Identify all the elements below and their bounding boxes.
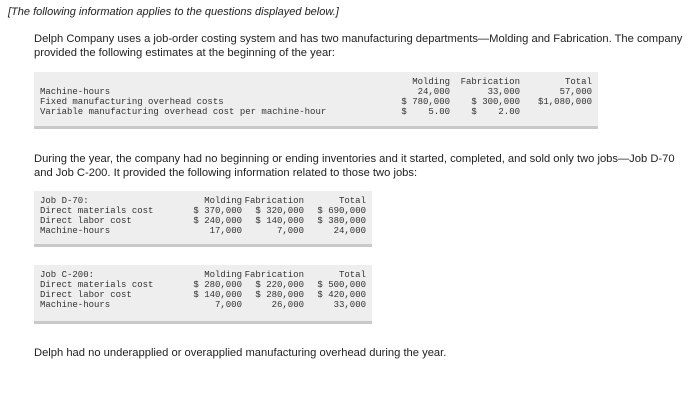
- cell-fabrication: $ 220,000: [255, 280, 304, 290]
- table-row: [40, 87, 592, 97]
- job-c200-header-molding: Molding: [204, 270, 242, 280]
- job-c200-header-total: Total: [338, 270, 366, 280]
- estimates-header-total: Total: [564, 77, 592, 87]
- cell-fabrication: 7,000: [276, 226, 304, 236]
- cell-total: $ 690,000: [317, 206, 366, 216]
- table-row: [40, 226, 366, 236]
- cell-fabrication: 33,000: [487, 87, 520, 97]
- table-row: [40, 97, 592, 107]
- cell-molding: $ 5.00: [401, 107, 450, 117]
- cell-fabrication: $ 320,000: [255, 206, 304, 216]
- cell-molding: 24,000: [417, 87, 450, 97]
- job-d70-table: [34, 191, 372, 247]
- row-label: Direct labor cost: [40, 216, 132, 226]
- cell-total: $ 500,000: [317, 280, 366, 290]
- table-row: [40, 206, 366, 216]
- row-label: Fixed manufacturing overhead costs: [40, 97, 224, 107]
- job-c200-label: Job C-200:: [40, 270, 95, 280]
- closing-paragraph: Delph had no underapplied or overapplied manufacturing overhead during the year.: [34, 347, 447, 359]
- row-label: Direct materials cost: [40, 280, 154, 290]
- table-row: [40, 107, 592, 117]
- estimates-header-fabrication: Fabrication: [460, 77, 520, 87]
- cell-total: $1,080,000: [537, 97, 592, 107]
- cell-fabrication: $ 280,000: [255, 290, 304, 300]
- job-d70-header-fabrication: Fabrication: [244, 196, 304, 206]
- cell-fabrication: $ 140,000: [255, 216, 304, 226]
- job-d70-header-total: Total: [338, 196, 366, 206]
- cell-fabrication: $ 2.00: [471, 107, 520, 117]
- cell-molding: $ 370,000: [193, 206, 242, 216]
- job-d70-label: Job D-70:: [40, 196, 89, 206]
- table-row: [40, 216, 366, 226]
- row-label: Direct labor cost: [40, 290, 132, 300]
- cell-total: $ 420,000: [317, 290, 366, 300]
- cell-total: 24,000: [333, 226, 366, 236]
- instruction-note: [The following information applies to the questions displayed below.]: [8, 6, 339, 18]
- estimates-header-molding: Molding: [412, 77, 450, 87]
- row-label: Machine-hours: [40, 226, 111, 236]
- cell-molding: $ 240,000: [193, 216, 242, 226]
- table-row: [40, 290, 366, 300]
- cell-total: 57,000: [559, 87, 592, 97]
- estimates-header-label: [40, 77, 394, 87]
- table-row: [40, 280, 366, 290]
- cell-total: 33,000: [333, 300, 366, 310]
- job-c200-table: [34, 265, 372, 324]
- cell-total: $ 380,000: [317, 216, 366, 226]
- row-label: Direct materials cost: [40, 206, 154, 216]
- job-d70-header-molding: Molding: [204, 196, 242, 206]
- cell-fabrication: 26,000: [271, 300, 304, 310]
- cell-molding: $ 780,000: [401, 97, 450, 107]
- cell-fabrication: $ 300,000: [471, 97, 520, 107]
- cell-total: [520, 107, 592, 117]
- table-row: [40, 300, 366, 310]
- cell-molding: 17,000: [209, 226, 242, 236]
- estimates-table: [34, 72, 598, 129]
- cell-molding: 7,000: [214, 300, 242, 310]
- row-label: Variable manufacturing overhead cost per machine-hour: [40, 107, 327, 117]
- row-label: Machine-hours: [40, 300, 111, 310]
- cell-molding: $ 140,000: [193, 290, 242, 300]
- job-c200-header-fabrication: Fabrication: [244, 270, 304, 280]
- intro-paragraph: Delph Company uses a job-order costing system and has two manufacturing departments—Molding and Fabrication. The company provided the following estimates at the beginning of the year:: [34, 33, 683, 59]
- during-paragraph: During the year, the company had no beginning or ending inventories and it started, completed, and sold only two jobs—Job D-70 and Job C-200. It provided the following information related to those two jobs:: [34, 153, 675, 179]
- row-label: Machine-hours: [40, 87, 111, 97]
- cell-molding: $ 280,000: [193, 280, 242, 290]
